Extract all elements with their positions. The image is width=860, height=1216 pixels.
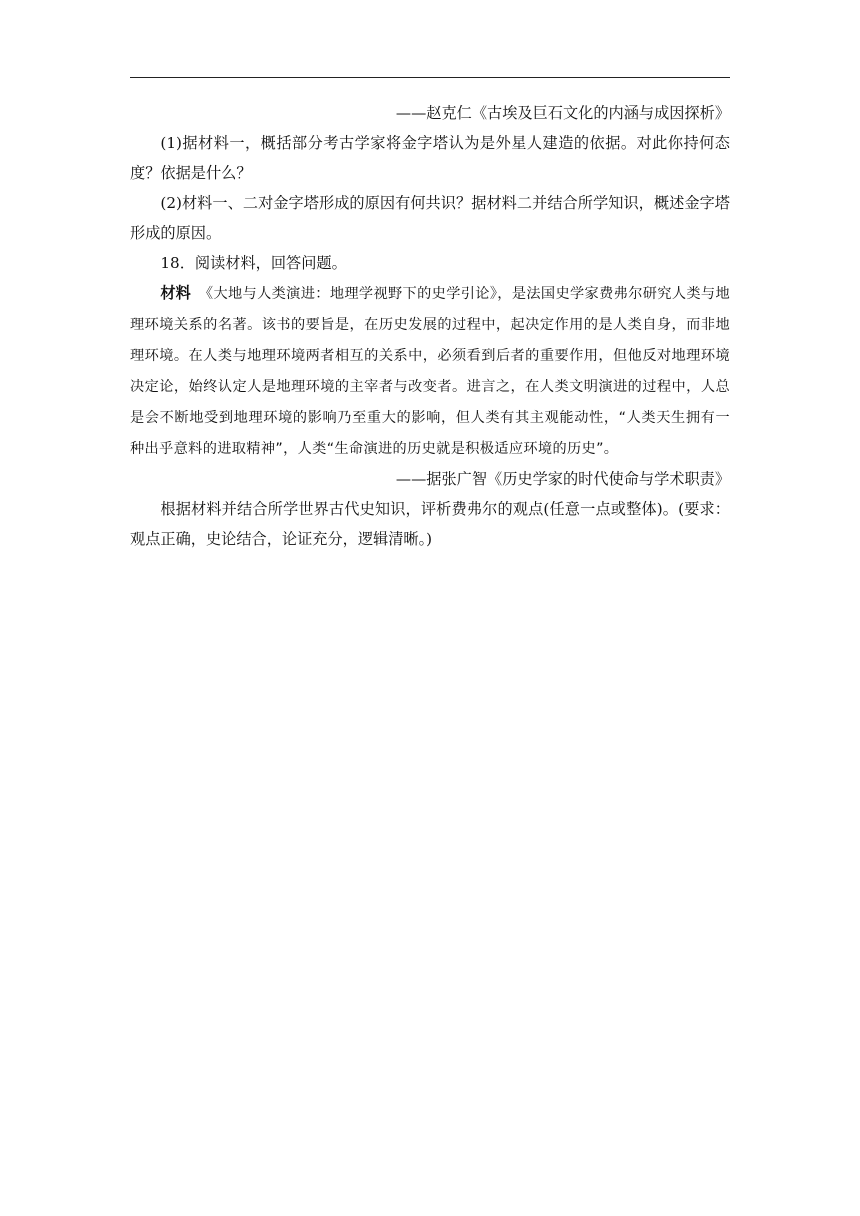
header-rule bbox=[130, 77, 730, 78]
document-content bbox=[130, 98, 730, 554]
material-paragraph bbox=[130, 278, 730, 464]
question-1: (1)据材料一，概括部分考古学家将金字塔认为是外星人建造的依据。对此你持何态度？依据是什么？ bbox=[130, 134, 730, 182]
question-18-heading: 18．阅读材料，回答问题。 bbox=[160, 254, 347, 272]
material-text: 《大地与人类演进：地理学视野下的史学引论》，是法国史学家费弗尔研究人类与地理环境关系的名著。该书的要旨是，在历史发展的过程中，起决定作用的是人类自身，而非地理环境。在人类与地理环境两者相互的关系中，必须看到后者的重要作用，但他反对地理环境决定论，始终认定人是地理环境的主宰者与改变者。进言之，在人类文明演进的过程中，人总是会不断地受到地理环境的影响乃至重大的影响，但人类有其主观能动性，“人类天生拥有一种出乎意料的进取精神”，人类“生命演进的历史就是积极适应环境的历史”。 bbox=[130, 286, 731, 457]
source-citation-2: ——据张广智《历史学家的时代使命与学术职责》 bbox=[395, 470, 730, 488]
material-label: 材料 bbox=[160, 284, 191, 302]
question-18-prompt: 根据材料并结合所学世界古代史知识，评析费弗尔的观点(任意一点或整体)。(要求：观点正确，史论结合，论证充分，逻辑清晰。) bbox=[130, 500, 730, 548]
source-citation-1: ——赵克仁《古埃及巨石文化的内涵与成因探析》 bbox=[395, 104, 730, 122]
question-2: (2)材料一、二对金字塔形成的原因有何共识？据材料二并结合所学知识，概述金字塔形成的原因。 bbox=[130, 194, 730, 242]
